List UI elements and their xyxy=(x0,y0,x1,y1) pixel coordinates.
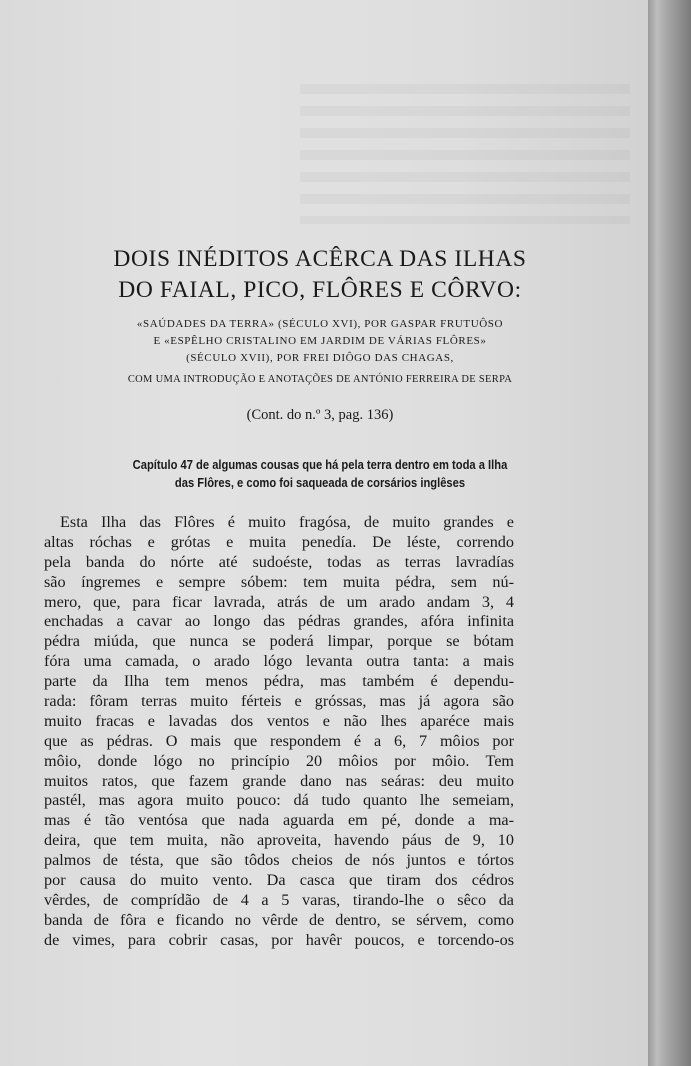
body-line: palmos de tésta, que são tôdos cheios de nós juntos e tórtos xyxy=(44,851,514,870)
body-line: mas é tão ventósa que nada aguarda em pé, donde a ma- xyxy=(44,811,514,830)
chapter-heading-line-1: Capítulo 47 de algumas cousas que há pela terra dentro em toda a Ilha xyxy=(132,457,508,472)
body-line: mero, que, para ficar lavrada, atrás de um arado andam 3, 4 xyxy=(44,592,514,611)
title-line-1: DOIS INÉDITOS ACÊRCA DAS ILHAS xyxy=(113,246,527,272)
body-line: Esta Ilha das Flôres é muito fragósa, de muito grandes e xyxy=(60,513,514,531)
body-line: altas róchas e grótas e muita penedía. De léste, correndo xyxy=(44,532,514,551)
body-line: muitos ratos, que fazem grande dano nas seáras: deu muito xyxy=(44,771,514,790)
title-line-2: DO FAIAL, PICO, FLÔRES E CÔRVO: xyxy=(118,277,522,303)
body-line: pela banda do nórte até sudoéste, todas as terras lavradías xyxy=(44,552,514,571)
bleed-through-shadow xyxy=(300,84,630,224)
body-line: vêrdes, de comprídão de 4 a 5 varas, tirando-lhe o sêco da xyxy=(44,890,514,909)
body-line: fóra uma camada, o arado lógo levanta outra tanta: a mais xyxy=(44,652,514,671)
body-line: banda de fôra e ficando no vêrde de dentro, se sérvem, como xyxy=(44,910,514,929)
body-line: por causa do muito vento. Da casca que tiram dos cédros xyxy=(44,871,514,890)
subtitle-line-2: E «ESPÊLHO CRISTALINO EM JARDIM DE VÁRIAS FLÔRES» xyxy=(153,335,487,347)
book-page-edge xyxy=(648,0,691,1066)
body-line: pédra miúda, que nunca se poderá limpar, porque se bótam xyxy=(44,632,514,651)
chapter-heading xyxy=(79,456,561,492)
body-line: muito fracas e lavadas dos ventos e não lhes aparéce mais xyxy=(44,711,514,730)
body-line: pastél, mas agora muito pouco: dá tudo quanto lhe semeiam, xyxy=(44,791,514,810)
body-line: são íngremes e sempre sóbem: tem muita pédra, sem nú- xyxy=(44,572,514,591)
body-line: enchadas a cavar ao longo das pédras grandes, afóra infinita xyxy=(44,612,514,631)
body-line: môio, donde lógo no princípio 20 môios por môio. Tem xyxy=(44,751,514,770)
body-paragraph xyxy=(44,513,514,951)
body-line: parte da Ilha tem menos pédra, mas também é dependu- xyxy=(44,672,514,691)
article-title xyxy=(40,244,600,306)
body-line: de vimes, para cobrir casas, por havêr poucos, e torcendo-os xyxy=(44,930,514,949)
chapter-heading-line-2: das Flôres, e como foi saqueada de corsários inglêses xyxy=(174,475,466,490)
subtitle-line-3: (SÉCULO XVII), POR FREI DIÔGO DAS CHAGAS, xyxy=(186,352,454,364)
introduction-credit: COM UMA INTRODUÇÃO E ANOTAÇÕES DE ANTÓNIO FERREIRA DE SERPA xyxy=(127,374,513,385)
article-subtitle xyxy=(40,316,600,367)
body-line: rada: fôram terras muito férteis e gróssas, mas já agora são xyxy=(44,692,514,711)
body-line: que as pédras. O mais que respondem é a 6, 7 môios por xyxy=(44,731,514,750)
continuation-note: (Cont. do n.º 3, pag. 136) xyxy=(246,407,394,423)
subtitle-line-1: «SAÚDADES DA TERRA» (SÉCULO XVI), POR GASPAR FRUTUÔSO xyxy=(136,318,504,330)
body-line: deira, que tem muita, não aproveita, havendo páus de 9, 10 xyxy=(44,831,514,850)
